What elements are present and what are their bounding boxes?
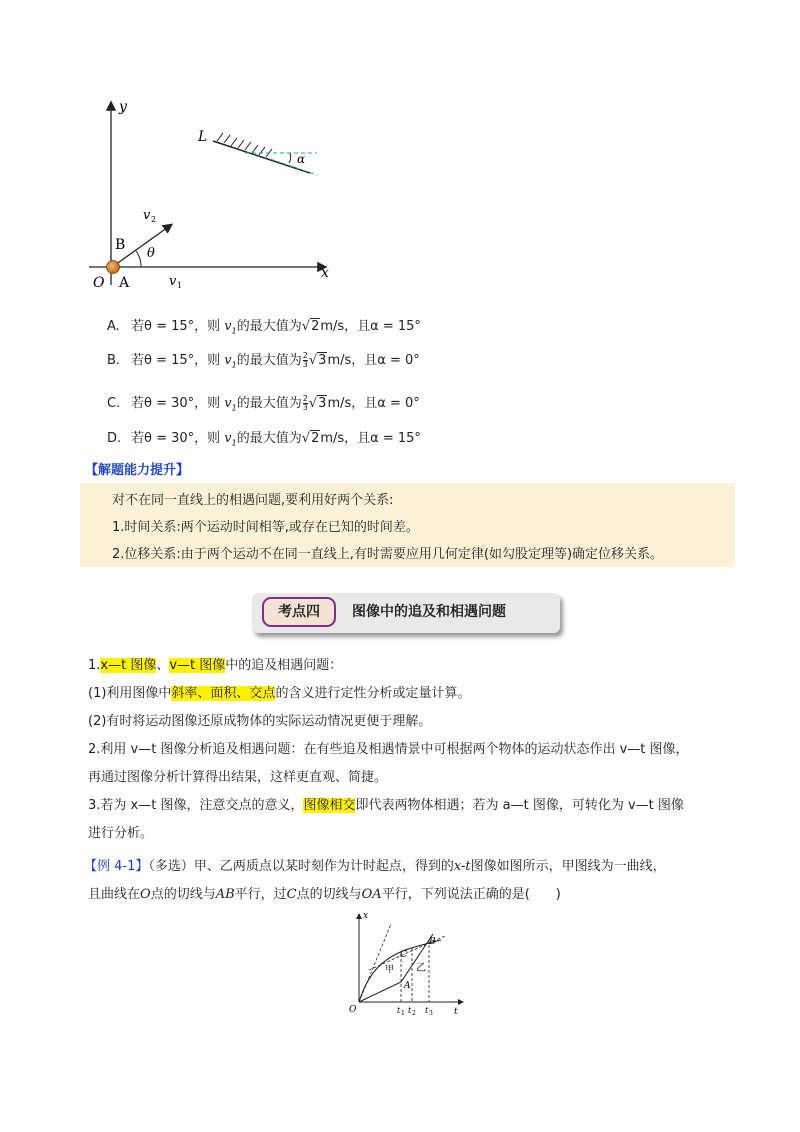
svg-text:2: 2 [412, 1010, 416, 1017]
section-header [252, 593, 560, 633]
label-origin: O [93, 275, 105, 291]
label-v1: v [169, 274, 177, 289]
sqrt-symbol: √3 [308, 396, 327, 411]
label-b: B [115, 237, 126, 253]
sqrt-symbol: √3 [308, 353, 327, 368]
label-a: A [404, 981, 411, 991]
figure-xt-graph [345, 910, 470, 1020]
figure-river-crossing [85, 95, 345, 295]
highlight-vt: v—t 图像 [169, 658, 226, 673]
ability-header: 【解题能力提升】 [85, 463, 190, 478]
label-l: L [198, 129, 208, 145]
option-d[interactable]: D. 若θ = 30°，则 $v_1$的最大值为√2m/s，且α = 15° [107, 431, 421, 448]
label-t1: t [397, 1006, 401, 1015]
panel-line-2: 1.时间关系:两个运动时间相等,或存在已知的时间差。 [112, 520, 419, 535]
example-line-2: 且曲线在O点的切线与AB平行，过C点的切线与OA平行，下列说法正确的是( ) [88, 887, 561, 902]
label-alpha: α [297, 152, 306, 166]
option-c[interactable]: C. 若θ = 30°，则 $v_1$的最大值为 $\frac{2}{3}$ √3m/s，且α = 0° [107, 394, 420, 413]
theta-arc [136, 251, 141, 267]
sqrt-symbol: √2 [301, 431, 320, 446]
fraction: $\frac{2}{3}$ [302, 394, 308, 412]
alpha-arc [289, 153, 291, 163]
example-line-1: 【例 4-1】（多选）甲、乙两质点以某时刻作为计时起点，得到的x-t图像如图所示，甲图线为一曲线， [84, 859, 666, 874]
tangent-o [359, 924, 391, 1002]
tips-panel [80, 483, 735, 567]
label-x: x [363, 911, 369, 921]
label-theta: θ [147, 246, 155, 261]
label-v2: v [143, 208, 151, 223]
highlight-intersect: 图像相交 [303, 798, 356, 813]
body-line-1: 1.x—t 图像、v—t 图像中的追及相遇问题： [88, 658, 343, 673]
label-x: x [321, 265, 329, 281]
example-tag: 【例 4-1】 [84, 859, 149, 874]
label-b: B [429, 937, 436, 947]
body-line-3: (2)有时将运动图像还原成物体的实际运动情况更便于理解。 [88, 714, 432, 729]
label-c: C [400, 950, 407, 960]
body-line-7: 进行分析。 [88, 826, 154, 841]
sqrt-symbol: √2 [301, 319, 320, 334]
svg-text:1: 1 [401, 1010, 405, 1017]
ball [107, 261, 120, 274]
body-line-6: 3.若为 x—t 图像，注意交点的意义，图像相交即代表两物体相遇；若为 a—t 图像，可转化为 v—t 图像 [88, 798, 684, 813]
label-t3: t [425, 1006, 429, 1015]
label-t: t [454, 1007, 458, 1017]
highlight-xt: x—t 图像 [100, 658, 157, 673]
option-b[interactable]: B. 若θ = 15°，则 $v_1$的最大值为 $\frac{2}{3}$ √3m/s，且α = 0° [107, 351, 420, 370]
label-t2: t [408, 1006, 412, 1015]
fraction: $\frac{2}{3}$ [302, 351, 308, 369]
label-y: y [119, 99, 127, 115]
label-a: A [119, 275, 130, 291]
panel-line-1: 对不在同一直线上的相遇问题,要利用好两个关系: [112, 493, 394, 508]
section-label: 考点四 [262, 597, 336, 627]
svg-text:3: 3 [429, 1010, 433, 1017]
body-line-5: 再通过图像分析计算得出结果，这样更直观、简捷。 [88, 770, 388, 785]
label-o: O [349, 1005, 357, 1015]
label-jia: 甲 [385, 965, 395, 975]
tilted-dashed-line [270, 159, 317, 175]
highlight-slope: 斜率、面积、交点 [171, 686, 276, 701]
label-yi: 乙 [416, 963, 426, 974]
label-v1-sub: 1 [177, 281, 183, 290]
option-a[interactable]: A. 若θ = 15°，则 $v_1$的最大值为√2m/s，且α = 15° [107, 319, 421, 336]
line-l [213, 141, 310, 173]
panel-line-3: 2.位移关系:由于两个运动不在同一直线上,有时需要应用几何定律(如勾股定理等)确定位移关系。 [112, 547, 664, 562]
section-title: 图像中的追及和相遇问题 [352, 604, 506, 620]
body-line-2: (1)利用图像中斜率、面积、交点的含义进行定性分析或定量计算。 [88, 686, 471, 701]
label-v2-sub: 2 [151, 215, 157, 224]
body-line-4: 2.利用 v—t 图像分析追及相遇问题：在有些追及相遇情景中可根据两个物体的运动状态作出 v—t 图像， [88, 742, 689, 757]
